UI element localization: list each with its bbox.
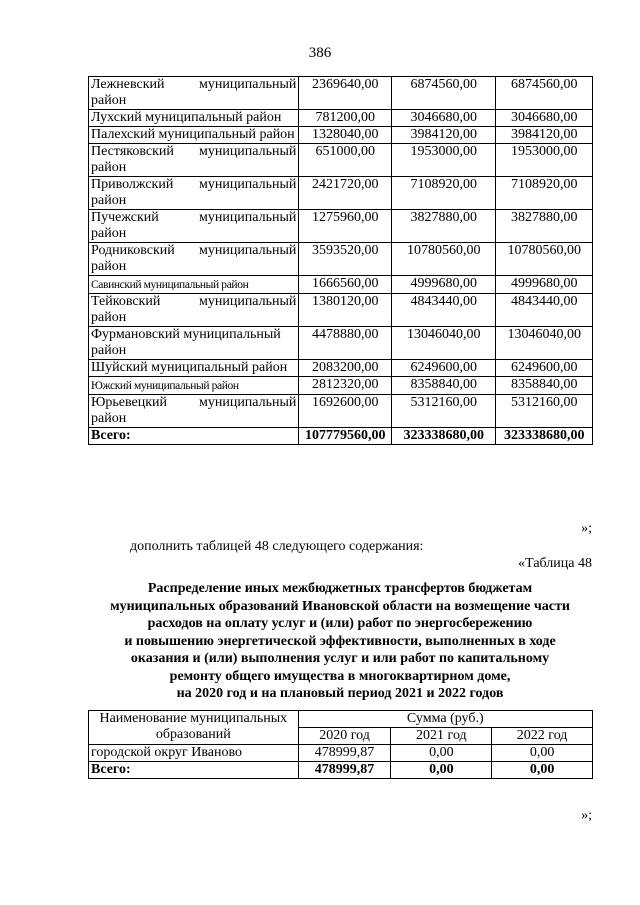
municipality-name: Приволжский муниципальный район [89, 177, 299, 210]
value-2021: 10780560,00 [392, 243, 496, 276]
total-label: Всего: [89, 762, 299, 779]
value-2020: 1328040,00 [299, 127, 392, 144]
heading-line: ремонту общего имущества в многоквартирном доме, [169, 668, 511, 684]
total-2021: 0,00 [391, 762, 492, 779]
value-2021: 5312160,00 [392, 395, 496, 428]
table-row [89, 395, 593, 428]
value-2020: 4478880,00 [299, 327, 392, 360]
value-2021: 6249600,00 [392, 360, 496, 377]
heading-line: муниципальных образований Ивановской области на возмещение части [110, 598, 570, 614]
value-2021: 8358840,00 [392, 377, 496, 395]
municipality-name-text: Южский муниципальный район [91, 378, 239, 392]
value-2022: 0,00 [492, 745, 593, 762]
table-row [89, 294, 593, 327]
total-row [89, 428, 593, 445]
table-row [89, 243, 593, 276]
value-2020: 2421720,00 [299, 177, 392, 210]
table-row [89, 745, 593, 762]
table-heading [60, 580, 620, 703]
value-2022: 6249600,00 [496, 360, 593, 377]
value-2020: 1380120,00 [299, 294, 392, 327]
value-2021: 3827880,00 [392, 210, 496, 243]
value-2021: 1953000,00 [392, 144, 496, 177]
value-2022: 4999680,00 [496, 276, 593, 294]
value-2021: 3046680,00 [392, 110, 496, 127]
heading-line: оказания и (или) выполнения услуг и или работ по капитальному [130, 651, 550, 666]
table-row [89, 360, 593, 377]
value-2022: 3046680,00 [496, 110, 593, 127]
value-2021: 7108920,00 [392, 177, 496, 210]
value-2022: 3827880,00 [496, 210, 593, 243]
municipality-name: Палехский муниципальный район [89, 127, 299, 144]
value-2022: 3984120,00 [496, 127, 593, 144]
value-2020: 2812320,00 [299, 377, 392, 395]
header-municipality-line: Наименование муниципальных [99, 711, 288, 726]
municipality-name: Пучежский муниципальный район [89, 210, 299, 243]
value-2020: 1275960,00 [299, 210, 392, 243]
header-row [89, 711, 593, 728]
municipality-name: Лухский муниципальный район [89, 110, 299, 127]
value-2020: 478999,87 [298, 745, 391, 762]
total-2022: 0,00 [492, 762, 593, 779]
total-2022: 323338680,00 [496, 428, 593, 445]
amendment-intro: дополнить таблицей 48 следующего содержания: [130, 539, 424, 554]
table-row [89, 127, 593, 144]
total-2021: 323338680,00 [392, 428, 496, 445]
value-2020: 781200,00 [299, 110, 392, 127]
value-2021: 13046040,00 [392, 327, 496, 360]
value-2022: 4843440,00 [496, 294, 593, 327]
total-row [89, 762, 593, 779]
municipality-name: Пестяковский муниципальный район [89, 144, 299, 177]
value-2020: 2369640,00 [299, 77, 392, 110]
municipality-name [89, 377, 299, 395]
municipality-name: Фурмановский муниципальный район [89, 327, 299, 360]
table-row [89, 210, 593, 243]
value-2021: 0,00 [391, 745, 492, 762]
total-label: Всего: [89, 428, 299, 445]
value-2022: 8358840,00 [496, 377, 593, 395]
closing-quote: »; [581, 521, 592, 536]
value-2022: 5312160,00 [496, 395, 593, 428]
value-2021: 3984120,00 [392, 127, 496, 144]
value-2020: 1692600,00 [299, 395, 392, 428]
municipality-name: Тейковский муниципальный район [89, 294, 299, 327]
total-2020: 107779560,00 [299, 428, 392, 445]
value-2020: 3593520,00 [299, 243, 392, 276]
value-2022: 13046040,00 [496, 327, 593, 360]
transfers-table-continued [88, 76, 593, 445]
municipality-name: Шуйский муниципальный район [89, 360, 299, 377]
closing-quote: »; [581, 808, 592, 823]
table-reference: «Таблица 48 [518, 556, 592, 571]
municipality-name: Родниковский муниципальный район [89, 243, 299, 276]
heading-line: на 2020 год и на плановый период 2021 и 2022 годов [176, 686, 504, 701]
heading-line: расходов на оплату услуг и (или) работ по энергосбережению [147, 616, 533, 631]
header-sum: Сумма (руб.) [298, 711, 592, 728]
table-row [89, 377, 593, 395]
total-2020: 478999,87 [298, 762, 391, 779]
heading-line: и повышению энергетической эффективности, выполненных в ходе [124, 633, 556, 649]
value-2022: 1953000,00 [496, 144, 593, 177]
value-2021: 4999680,00 [392, 276, 496, 294]
header-municipality [89, 711, 299, 745]
table-row [89, 110, 593, 127]
table-row [89, 77, 593, 110]
municipality-name [89, 276, 299, 294]
municipality-name: Лежневский муниципальный район [89, 77, 299, 110]
table-row [89, 327, 593, 360]
header-municipality-line: образований [155, 727, 231, 742]
value-2020: 1666560,00 [299, 276, 392, 294]
municipality-name: Юрьевецкий муниципальный район [89, 395, 299, 428]
table-row [89, 177, 593, 210]
value-2020: 651000,00 [299, 144, 392, 177]
heading-line: Распределение иных межбюджетных трансфертов бюджетам [147, 581, 533, 596]
table-row [89, 276, 593, 294]
table-48 [88, 710, 593, 779]
municipality-name: городской округ Иваново [89, 745, 299, 762]
value-2020: 2083200,00 [299, 360, 392, 377]
table-row [89, 144, 593, 177]
header-year: 2021 год [391, 728, 492, 745]
value-2022: 7108920,00 [496, 177, 593, 210]
page-number: 386 [308, 45, 332, 61]
municipality-name-text: Савинский муниципальный район [91, 277, 249, 291]
value-2022: 6874560,00 [496, 77, 593, 110]
value-2021: 4843440,00 [392, 294, 496, 327]
header-year: 2022 год [492, 728, 593, 745]
value-2021: 6874560,00 [392, 77, 496, 110]
value-2022: 10780560,00 [496, 243, 593, 276]
header-year: 2020 год [298, 728, 391, 745]
